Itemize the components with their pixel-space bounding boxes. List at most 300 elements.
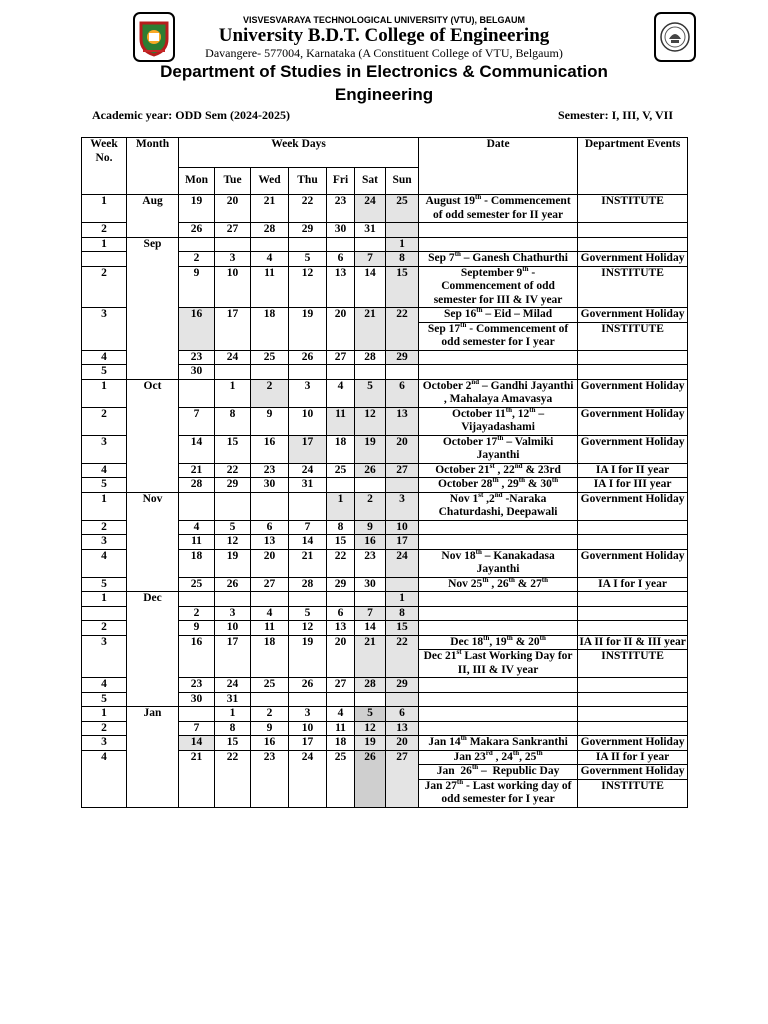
calendar-body — [82, 195, 688, 808]
week-no-header: Week No. — [82, 138, 127, 195]
event-date: Jan 26th – Republic Day — [419, 765, 578, 780]
day-cell-thu: 12 — [289, 621, 327, 636]
day-cell-fri: 1 — [327, 492, 355, 520]
day-cell-wed — [251, 592, 289, 607]
day-cell-sat: 2 — [355, 492, 386, 520]
day-cell-thu: 28 — [289, 577, 327, 592]
event-dept — [578, 365, 688, 380]
day-cell-wed: 25 — [251, 678, 289, 693]
day-cell-sat: 23 — [355, 549, 386, 577]
day-cell-wed — [251, 237, 289, 252]
week-number: 2 — [82, 266, 127, 308]
table-row — [82, 237, 688, 252]
event-dept — [578, 606, 688, 621]
day-cell-mon — [179, 492, 215, 520]
table-row — [82, 592, 688, 607]
day-cell-tue: 17 — [215, 635, 251, 678]
event-date: September 9th - Commencement of odd semester for III & IV year — [419, 266, 578, 308]
day-cell-thu: 21 — [289, 549, 327, 577]
day-cell-tue: 8 — [215, 407, 251, 435]
week-number: 3 — [82, 308, 127, 351]
day-cell-mon: 21 — [179, 750, 215, 807]
day-cell-tue: 19 — [215, 549, 251, 577]
day-cell-sat — [355, 365, 386, 380]
day-cell-wed: 2 — [251, 379, 289, 407]
day-cell-wed — [251, 365, 289, 380]
dept-events-header: Department Events — [578, 138, 688, 195]
event-date: Sep 17th - Commencement of odd semester for I year — [419, 322, 578, 350]
week-number: 5 — [82, 692, 127, 707]
day-cell-thu — [289, 237, 327, 252]
day-cell-sun: 13 — [386, 721, 419, 736]
day-cell-mon: 7 — [179, 407, 215, 435]
day-cell-sun: 17 — [386, 535, 419, 550]
day-cell-sat: 21 — [355, 635, 386, 678]
event-dept — [578, 237, 688, 252]
day-cell-thu — [289, 692, 327, 707]
day-cell-wed: 11 — [251, 621, 289, 636]
day-cell-tue: 24 — [215, 350, 251, 365]
event-dept — [578, 721, 688, 736]
day-cell-mon — [179, 237, 215, 252]
day-cell-wed: 4 — [251, 252, 289, 267]
day-cell-sat: 14 — [355, 266, 386, 308]
day-cell-tue: 27 — [215, 223, 251, 238]
event-date: Sep 7th – Ganesh Chathurthi — [419, 252, 578, 267]
semester-info: Semester: I, III, V, VII — [557, 108, 673, 122]
day-cell-sat: 5 — [355, 707, 386, 722]
month-name: Nov — [127, 492, 179, 592]
event-date: Jan 27th - Last working day of odd semester for I year — [419, 779, 578, 807]
day-cell-mon — [179, 707, 215, 722]
event-dept: Government Holiday — [578, 308, 688, 323]
department-title: Department of Studies in Electronics & Communication — [160, 62, 608, 81]
day-cell-sun: 20 — [386, 435, 419, 463]
day-cell-fri: 20 — [327, 635, 355, 678]
day-cell-mon: 16 — [179, 635, 215, 678]
day-cell-mon: 23 — [179, 678, 215, 693]
day-cell-fri: 18 — [327, 736, 355, 751]
event-dept: INSTITUTE — [578, 266, 688, 308]
day-cell-tue: 20 — [215, 195, 251, 223]
day-cell-wed: 27 — [251, 577, 289, 592]
day-cell-fri: 29 — [327, 577, 355, 592]
day-cell-mon: 19 — [179, 195, 215, 223]
event-dept — [578, 350, 688, 365]
week-number: 1 — [82, 492, 127, 520]
day-cell-tue: 3 — [215, 606, 251, 621]
day-cell-thu — [289, 592, 327, 607]
day-cell-sat — [355, 592, 386, 607]
day-cell-wed: 4 — [251, 606, 289, 621]
day-cell-fri: 11 — [327, 721, 355, 736]
day-cell-tue: 26 — [215, 577, 251, 592]
day-cell-wed: 30 — [251, 478, 289, 493]
day-cell-thu: 12 — [289, 266, 327, 308]
day-cell-fri: 27 — [327, 678, 355, 693]
day-cell-sat: 16 — [355, 535, 386, 550]
day-cell-sat: 5 — [355, 379, 386, 407]
event-dept — [578, 223, 688, 238]
day-cell-tue: 1 — [215, 379, 251, 407]
event-dept — [578, 621, 688, 636]
event-date: Dec 21st Last Working Day for II, III & IV year — [419, 650, 578, 678]
week-number: 1 — [82, 379, 127, 407]
university-name: VISVESVARAYA TECHNOLOGICAL UNIVERSITY (VTU), BELGAUM — [242, 15, 526, 25]
event-dept: IA I for III year — [578, 478, 688, 493]
day-cell-sun — [386, 692, 419, 707]
day-cell-mon — [179, 379, 215, 407]
day-cell-tue: 12 — [215, 535, 251, 550]
day-cell-sun: 1 — [386, 237, 419, 252]
day-header-fri: Fri — [327, 168, 355, 195]
day-cell-sat: 28 — [355, 678, 386, 693]
day-cell-fri: 27 — [327, 350, 355, 365]
day-cell-fri: 4 — [327, 379, 355, 407]
day-cell-fri — [327, 478, 355, 493]
event-date: October 11th, 12th – Vijayadashami — [419, 407, 578, 435]
event-date — [419, 606, 578, 621]
day-cell-thu: 3 — [289, 379, 327, 407]
week-number: 4 — [82, 678, 127, 693]
event-dept: Government Holiday — [578, 492, 688, 520]
event-date — [419, 365, 578, 380]
day-cell-wed: 6 — [251, 520, 289, 535]
week-number: 4 — [82, 463, 127, 478]
event-dept: INSTITUTE — [578, 650, 688, 678]
day-cell-wed: 2 — [251, 707, 289, 722]
event-date — [419, 535, 578, 550]
day-cell-wed: 20 — [251, 549, 289, 577]
day-cell-sat — [355, 692, 386, 707]
event-date — [419, 721, 578, 736]
day-cell-thu: 26 — [289, 350, 327, 365]
event-date — [419, 350, 578, 365]
day-cell-fri: 13 — [327, 621, 355, 636]
day-cell-wed: 13 — [251, 535, 289, 550]
day-cell-fri: 23 — [327, 195, 355, 223]
day-cell-sat — [355, 237, 386, 252]
day-cell-thu: 29 — [289, 223, 327, 238]
day-cell-thu: 19 — [289, 635, 327, 678]
day-cell-sun — [386, 365, 419, 380]
day-cell-tue — [215, 365, 251, 380]
day-cell-tue: 29 — [215, 478, 251, 493]
day-cell-tue: 15 — [215, 736, 251, 751]
day-cell-sun: 20 — [386, 736, 419, 751]
day-cell-wed: 23 — [251, 750, 289, 807]
academic-year: Academic year: ODD Sem (2024-2025) — [92, 108, 290, 122]
week-number: 3 — [82, 535, 127, 550]
day-cell-mon: 14 — [179, 435, 215, 463]
college-name: University B.D.T. College of Engineering — [218, 25, 550, 46]
day-cell-fri: 20 — [327, 308, 355, 351]
day-cell-sat: 31 — [355, 223, 386, 238]
day-cell-mon: 16 — [179, 308, 215, 351]
day-cell-thu: 7 — [289, 520, 327, 535]
day-cell-mon: 2 — [179, 252, 215, 267]
day-cell-sun: 3 — [386, 492, 419, 520]
event-date: Sep 16th – Eid – Milad — [419, 308, 578, 323]
day-cell-mon — [179, 592, 215, 607]
day-cell-wed: 9 — [251, 721, 289, 736]
event-date — [419, 223, 578, 238]
day-cell-thu: 14 — [289, 535, 327, 550]
day-cell-sun: 29 — [386, 350, 419, 365]
day-cell-mon: 4 — [179, 520, 215, 535]
event-date: August 19th - Commencement of odd semester for II year — [419, 195, 578, 223]
day-cell-fri: 22 — [327, 549, 355, 577]
day-cell-tue: 10 — [215, 621, 251, 636]
day-cell-fri: 6 — [327, 606, 355, 621]
day-cell-thu: 10 — [289, 721, 327, 736]
day-cell-thu: 26 — [289, 678, 327, 693]
week-number: 1 — [82, 195, 127, 223]
month-name: Sep — [127, 237, 179, 379]
table-row — [82, 707, 688, 722]
day-cell-sat: 7 — [355, 606, 386, 621]
college-address: Davangere- 577004, Karnataka (A Constituent College of VTU, Belgaum) — [205, 46, 563, 60]
day-cell-thu: 5 — [289, 252, 327, 267]
event-date — [419, 678, 578, 693]
event-date: Jan 14th Makara Sankranthi — [419, 736, 578, 751]
event-dept — [578, 678, 688, 693]
event-date: Nov 25th , 26th & 27th — [419, 577, 578, 592]
week-number — [82, 252, 127, 267]
day-cell-mon: 25 — [179, 577, 215, 592]
day-cell-sun: 25 — [386, 195, 419, 223]
day-cell-mon: 9 — [179, 621, 215, 636]
day-cell-sat: 19 — [355, 736, 386, 751]
week-number: 5 — [82, 365, 127, 380]
day-cell-tue: 17 — [215, 308, 251, 351]
day-header-sat: Sat — [355, 168, 386, 195]
week-number: 1 — [82, 237, 127, 252]
month-header: Month — [127, 138, 179, 195]
day-cell-fri: 13 — [327, 266, 355, 308]
event-dept: Government Holiday — [578, 736, 688, 751]
event-dept: Government Holiday — [578, 765, 688, 780]
day-cell-tue: 1 — [215, 707, 251, 722]
day-cell-wed: 28 — [251, 223, 289, 238]
event-dept: INSTITUTE — [578, 779, 688, 807]
week-number: 4 — [82, 750, 127, 807]
event-dept — [578, 520, 688, 535]
day-cell-fri: 25 — [327, 463, 355, 478]
day-cell-sat: 26 — [355, 750, 386, 807]
day-cell-tue: 10 — [215, 266, 251, 308]
event-date: Nov 18th – Kanakadasa Jayanthi — [419, 549, 578, 577]
week-number: 5 — [82, 478, 127, 493]
day-cell-wed: 21 — [251, 195, 289, 223]
month-name: Aug — [127, 195, 179, 238]
day-header-mon: Mon — [179, 168, 215, 195]
day-cell-fri: 8 — [327, 520, 355, 535]
event-date: October 2nd – Gandhi Jayanthi , Mahalaya Amavasya — [419, 379, 578, 407]
day-cell-thu: 17 — [289, 736, 327, 751]
day-cell-tue: 3 — [215, 252, 251, 267]
day-cell-sun: 15 — [386, 621, 419, 636]
day-cell-wed: 18 — [251, 635, 289, 678]
day-cell-wed: 18 — [251, 308, 289, 351]
day-cell-wed: 16 — [251, 435, 289, 463]
date-header: Date — [419, 138, 578, 195]
day-cell-mon: 18 — [179, 549, 215, 577]
day-cell-sun: 22 — [386, 635, 419, 678]
day-cell-sun: 29 — [386, 678, 419, 693]
week-days-header: Week Days — [179, 138, 419, 168]
day-cell-fri: 30 — [327, 223, 355, 238]
month-name: Jan — [127, 707, 179, 808]
day-cell-wed: 9 — [251, 407, 289, 435]
day-cell-sat: 19 — [355, 435, 386, 463]
table-row — [82, 195, 688, 223]
day-cell-sat: 12 — [355, 721, 386, 736]
event-dept — [578, 692, 688, 707]
day-header-tue: Tue — [215, 168, 251, 195]
day-cell-sun — [386, 223, 419, 238]
event-dept: IA II for II & III year — [579, 635, 686, 648]
event-dept: INSTITUTE — [578, 195, 688, 223]
event-dept: Government Holiday — [578, 407, 688, 435]
day-cell-wed: 25 — [251, 350, 289, 365]
event-dept: INSTITUTE — [578, 322, 688, 350]
day-cell-tue: 5 — [215, 520, 251, 535]
week-number: 2 — [82, 621, 127, 636]
day-cell-sat: 26 — [355, 463, 386, 478]
day-cell-mon: 2 — [179, 606, 215, 621]
day-cell-thu: 5 — [289, 606, 327, 621]
event-dept — [578, 707, 688, 722]
day-cell-mon: 7 — [179, 721, 215, 736]
day-cell-tue: 31 — [215, 692, 251, 707]
month-name: Dec — [127, 592, 179, 707]
month-name: Oct — [127, 379, 179, 492]
week-number: 2 — [82, 520, 127, 535]
day-cell-wed — [251, 692, 289, 707]
day-cell-mon: 30 — [179, 692, 215, 707]
day-cell-mon: 28 — [179, 478, 215, 493]
day-cell-thu: 3 — [289, 707, 327, 722]
table-row — [82, 379, 688, 407]
day-cell-wed: 16 — [251, 736, 289, 751]
day-cell-sun — [386, 577, 419, 592]
day-cell-sun: 10 — [386, 520, 419, 535]
day-cell-fri — [327, 365, 355, 380]
week-number: 2 — [82, 721, 127, 736]
day-cell-fri: 11 — [327, 407, 355, 435]
event-dept: IA I for I year — [578, 577, 688, 592]
day-cell-wed — [251, 492, 289, 520]
event-date: Dec 18th, 19th & 20th — [419, 635, 578, 650]
week-number — [82, 606, 127, 621]
day-cell-tue — [215, 592, 251, 607]
event-dept: IA I for II year — [578, 463, 688, 478]
week-number: 1 — [82, 707, 127, 722]
day-cell-sat: 12 — [355, 407, 386, 435]
day-cell-fri: 25 — [327, 750, 355, 807]
event-date: October 28th , 29th & 30th — [419, 478, 578, 493]
day-cell-mon: 9 — [179, 266, 215, 308]
day-cell-fri: 4 — [327, 707, 355, 722]
day-cell-thu: 24 — [289, 750, 327, 807]
event-date — [419, 621, 578, 636]
day-cell-mon: 21 — [179, 463, 215, 478]
day-cell-tue: 15 — [215, 435, 251, 463]
day-cell-mon: 30 — [179, 365, 215, 380]
day-cell-sun: 24 — [386, 549, 419, 577]
event-date: Nov 1st ,2nd -Naraka Chaturdashi, Deepawali — [419, 492, 578, 520]
event-date: October 17th – Valmiki Jayanthi — [419, 435, 578, 463]
day-cell-sat: 21 — [355, 308, 386, 351]
day-cell-thu: 17 — [289, 435, 327, 463]
day-cell-thu: 31 — [289, 478, 327, 493]
day-cell-tue: 22 — [215, 463, 251, 478]
department-title-line2: Engineering — [334, 85, 434, 104]
day-cell-sat: 30 — [355, 577, 386, 592]
day-cell-tue — [215, 492, 251, 520]
day-cell-wed: 23 — [251, 463, 289, 478]
week-number: 3 — [82, 736, 127, 751]
event-dept: Government Holiday — [578, 435, 688, 463]
day-cell-thu: 22 — [289, 195, 327, 223]
day-cell-sun: 8 — [386, 606, 419, 621]
day-cell-sun: 1 — [386, 592, 419, 607]
event-date — [419, 237, 578, 252]
event-date: October 21st , 22nd & 23rd — [419, 463, 578, 478]
day-header-sun: Sun — [386, 168, 419, 195]
week-number: 2 — [82, 223, 127, 238]
day-cell-sun: 6 — [386, 379, 419, 407]
day-header-thu: Thu — [289, 168, 327, 195]
day-cell-mon: 11 — [179, 535, 215, 550]
day-cell-mon: 23 — [179, 350, 215, 365]
event-date — [419, 520, 578, 535]
event-dept — [578, 592, 688, 607]
day-cell-sun: 13 — [386, 407, 419, 435]
week-number: 3 — [82, 635, 127, 678]
event-date — [419, 707, 578, 722]
week-number: 4 — [82, 350, 127, 365]
day-cell-tue: 24 — [215, 678, 251, 693]
day-cell-fri: 18 — [327, 435, 355, 463]
day-cell-wed: 11 — [251, 266, 289, 308]
event-dept: Government Holiday — [578, 549, 688, 577]
day-cell-fri — [327, 692, 355, 707]
day-cell-mon: 14 — [179, 736, 215, 751]
day-cell-tue — [215, 237, 251, 252]
calendar-table — [81, 137, 688, 808]
event-date — [419, 692, 578, 707]
week-number: 1 — [82, 592, 127, 607]
day-cell-thu: 19 — [289, 308, 327, 351]
day-cell-fri — [327, 592, 355, 607]
day-cell-sat — [355, 478, 386, 493]
day-cell-sun: 27 — [386, 750, 419, 807]
event-dept — [578, 535, 688, 550]
day-cell-tue: 22 — [215, 750, 251, 807]
day-cell-sat: 14 — [355, 621, 386, 636]
day-cell-thu: 24 — [289, 463, 327, 478]
day-cell-sun: 15 — [386, 266, 419, 308]
day-cell-sun: 22 — [386, 308, 419, 351]
day-cell-sat: 7 — [355, 252, 386, 267]
day-cell-sun: 6 — [386, 707, 419, 722]
day-cell-sun: 27 — [386, 463, 419, 478]
table-row — [82, 492, 688, 520]
day-cell-thu — [289, 492, 327, 520]
day-cell-sat: 9 — [355, 520, 386, 535]
